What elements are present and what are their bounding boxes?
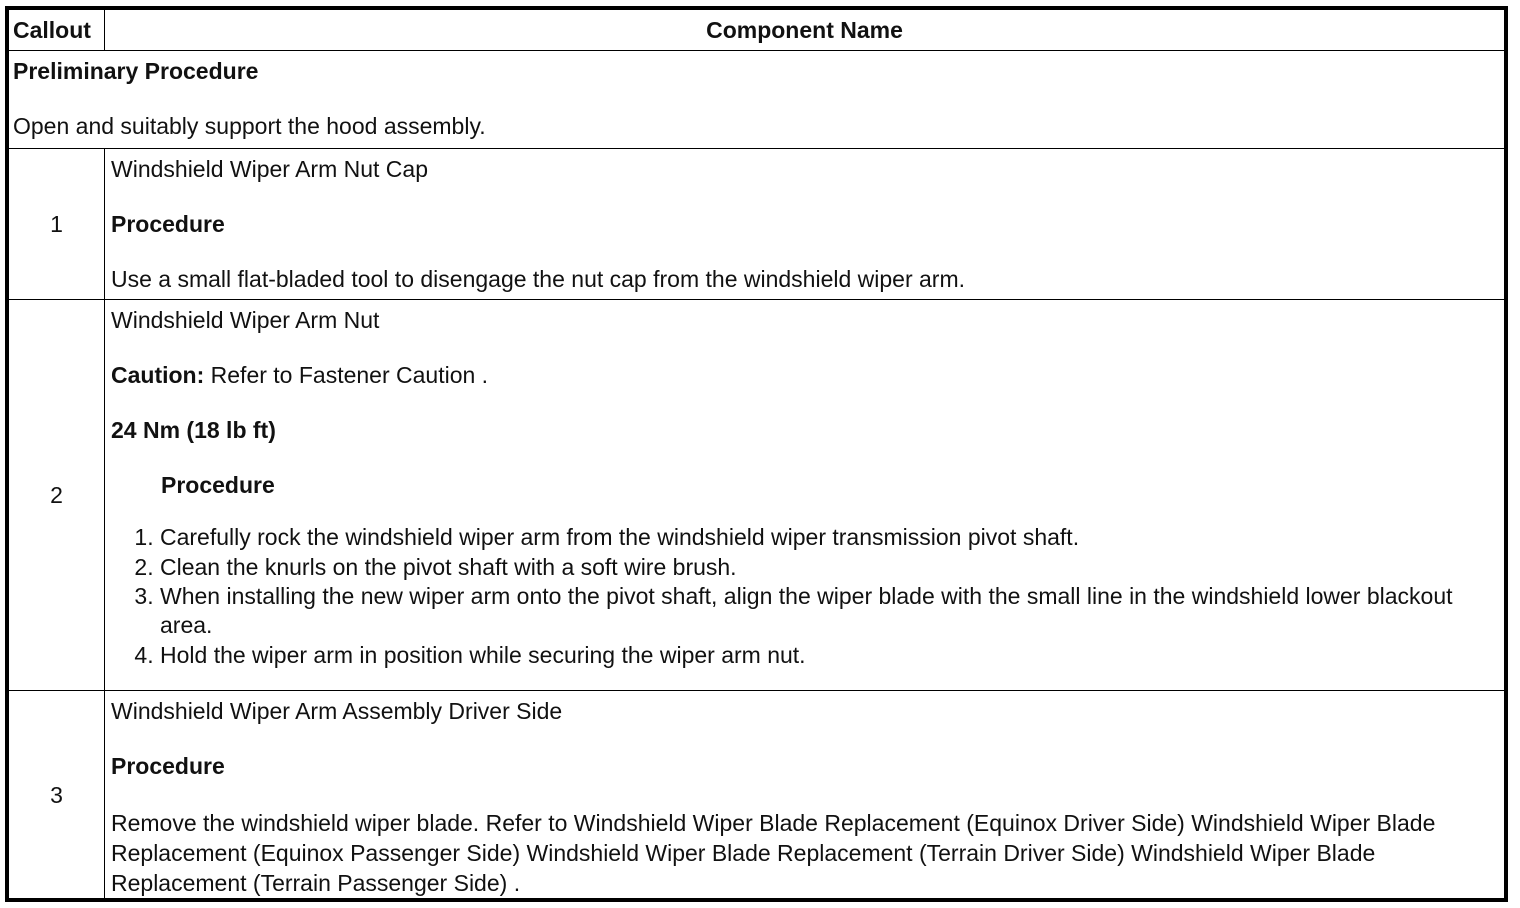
table-row-callout-2 xyxy=(9,300,1505,691)
component-cell xyxy=(105,691,1505,899)
procedure-label: Procedure xyxy=(111,211,225,237)
table-row-callout-1 xyxy=(9,149,1505,300)
component-name-column-header: Component Name xyxy=(105,10,1505,51)
preliminary-title: Preliminary Procedure xyxy=(13,58,259,84)
procedure-step: 2. Clean the knurls on the pivot shaft with a soft wire brush. xyxy=(160,552,1500,582)
procedure-sheet xyxy=(5,6,1508,902)
preliminary-cell xyxy=(9,51,1505,149)
table-row-callout-3 xyxy=(9,691,1505,899)
procedure-steps xyxy=(111,522,1500,670)
caution-line xyxy=(111,362,1500,388)
procedure-label: Procedure xyxy=(111,753,225,779)
callout-number: 2 xyxy=(9,300,105,691)
caution-text: Refer to Fastener Caution . xyxy=(204,362,489,388)
component-table xyxy=(8,9,1505,899)
callout-number: 1 xyxy=(9,149,105,300)
callout-column-header: Callout xyxy=(9,10,105,51)
component-title: Windshield Wiper Arm Nut xyxy=(111,307,380,333)
preliminary-row xyxy=(9,51,1505,149)
preliminary-text: Open and suitably support the hood assembly. xyxy=(13,113,486,139)
procedure-step: 1. Carefully rock the windshield wiper arm from the windshield wiper transmission pivot shaft. xyxy=(160,522,1500,552)
procedure-text: Remove the windshield wiper blade. Refer to Windshield Wiper Blade Replacement (Equinox Driver Side) Windshield Wiper Blade Replacement (Equinox Passenger Side) Windshield Wiper Blade Replacement (Terrain Driver Side) Windshield Wiper Blade Replacement (Terrain Passenger Side) . xyxy=(111,810,1436,896)
component-cell xyxy=(105,300,1505,691)
torque-spec: 24 Nm (18 lb ft) xyxy=(111,417,276,443)
procedure-step: 3. When installing the new wiper arm onto the pivot shaft, align the wiper blade with the small line in the windshield lower blackout area. xyxy=(160,582,1500,640)
procedure-label: Procedure xyxy=(161,472,275,498)
component-title: Windshield Wiper Arm Assembly Driver Side xyxy=(111,698,563,724)
caution-label: Caution: xyxy=(111,362,205,388)
table-header-row xyxy=(9,10,1505,51)
procedure-step: 4. Hold the wiper arm in position while securing the wiper arm nut. xyxy=(160,640,1500,670)
component-title: Windshield Wiper Arm Nut Cap xyxy=(111,156,428,182)
component-cell xyxy=(105,149,1505,300)
callout-number: 3 xyxy=(9,691,105,899)
procedure-text: Use a small flat-bladed tool to disengage the nut cap from the windshield wiper arm. xyxy=(111,266,966,292)
